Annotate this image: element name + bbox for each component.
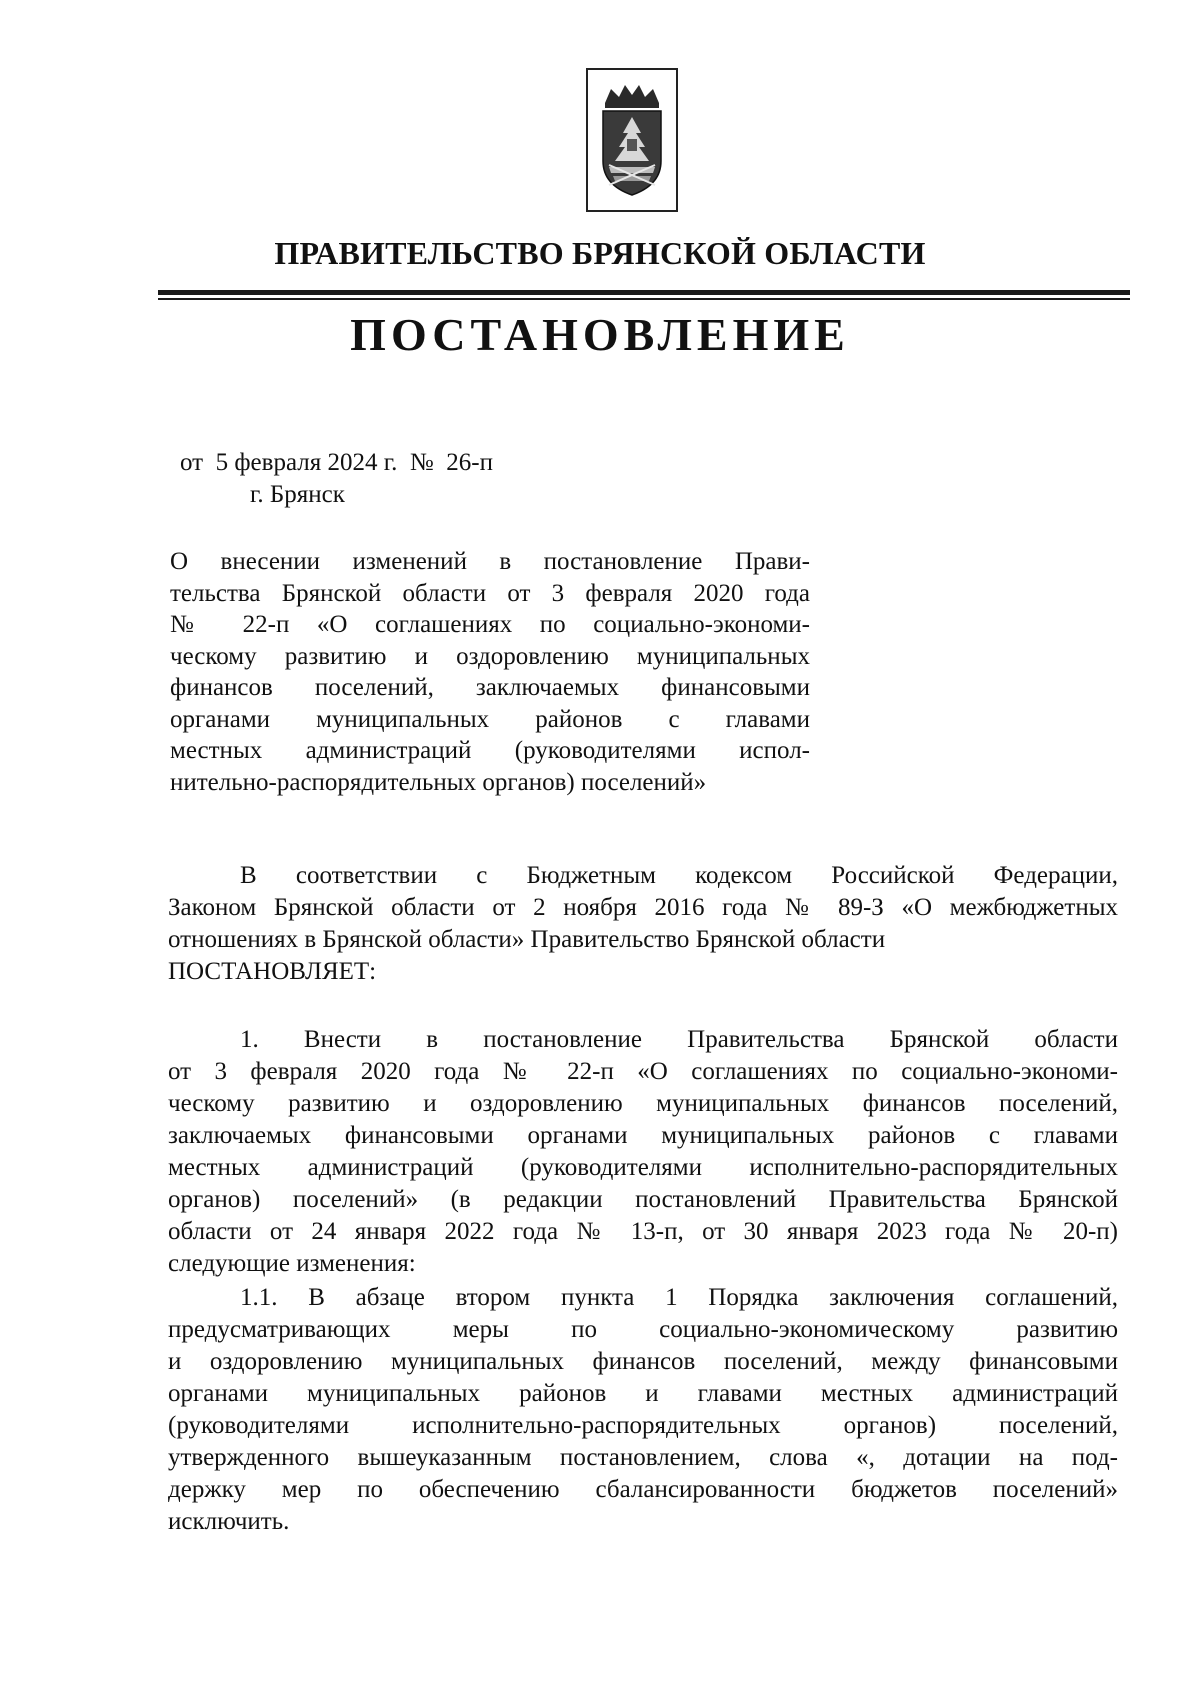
preamble-paragraph [168, 860, 1118, 988]
document-date-number: от 5 февраля 2024 г. № 26-п [180, 449, 493, 476]
subject-line: О внесении изменений в постановление Прави- [170, 548, 810, 575]
item-1-line: области от 24 января 2022 года № 13-п, от 30 января 2023 года № 20-п) [168, 1218, 1118, 1245]
item-1-line: следующие изменения: [168, 1250, 416, 1277]
item-1-paragraph [168, 1024, 1118, 1280]
item-1-1-line: исключить. [168, 1508, 290, 1535]
header-rule-thin [158, 298, 1130, 300]
item-1-1-paragraph [168, 1282, 1118, 1538]
item-1-1-line: 1.1. В абзаце втором пункта 1 Порядка заключения соглашений, [240, 1284, 1118, 1311]
subject-line: ческому развитию и оздоровлению муниципальных [170, 642, 810, 670]
header-rule-thick [158, 290, 1130, 295]
item-1-line: ческому развитию и оздоровлению муниципальных финансов поселений, [168, 1090, 1118, 1117]
subject-line: № 22-п «О соглашениях по социально-экономи- [170, 611, 810, 638]
item-1-line: от 3 февраля 2020 года № 22-п «О соглашениях по социально-экономи- [168, 1058, 1118, 1085]
item-1-1-line: и оздоровлению муниципальных финансов поселений, между финансовыми [168, 1348, 1118, 1375]
document-type: ПОСТАНОВЛЕНИЕ [350, 309, 850, 360]
subject-line: органами муниципальных районов с главами [170, 705, 810, 733]
item-1-line: 1. Внести в постановление Правительства Брянской области [240, 1026, 1118, 1053]
item-1-1-line: держку мер по обеспечению сбалансированности бюджетов поселений» [168, 1476, 1118, 1503]
item-1-line: органов) поселений» (в редакции постановлений Правительства Брянской [168, 1186, 1118, 1213]
organization-title: ПРАВИТЕЛЬСТВО БРЯНСКОЙ ОБЛАСТИ [274, 235, 926, 271]
bryansk-region-coat-of-arms-icon [595, 81, 669, 199]
document-city: г. Брянск [250, 481, 345, 508]
item-1-1-line: утвержденного вышеуказанным постановлением, слова «, дотации на под- [168, 1444, 1118, 1471]
preamble-line: отношениях в Брянской области» Правительство Брянской области [168, 926, 886, 953]
preamble-line: ПОСТАНОВЛЯЕТ: [168, 958, 377, 985]
subject-line: местных администраций (руководителями испол- [170, 737, 810, 764]
subject-line: финансов поселений, заключаемых финансовыми [170, 674, 810, 701]
preamble-line: Законом Брянской области от 2 ноября 2016 года № 89-З «О межбюджетных [168, 894, 1118, 921]
preamble-line: В соответствии с Бюджетным кодексом Российской Федерации, [240, 862, 1118, 889]
item-1-1-line: предусматривающих меры по социально-экономическому развитию [168, 1316, 1118, 1343]
item-1-line: местных администраций (руководителями исполнительно-распорядительных [168, 1154, 1118, 1181]
item-1-line: заключаемых финансовыми органами муниципальных районов с главами [168, 1122, 1118, 1149]
subject-line: нительно-распорядительных органов) поселений» [170, 768, 707, 796]
item-1-1-line: (руководителями исполнительно-распорядительных органов) поселений, [168, 1412, 1118, 1439]
coat-of-arms-frame [586, 68, 678, 212]
document-subject [170, 546, 810, 798]
subject-line: тельства Брянской области от 3 февраля 2020 года [170, 579, 810, 607]
item-1-1-line: органами муниципальных районов и главами местных администраций [168, 1380, 1118, 1407]
